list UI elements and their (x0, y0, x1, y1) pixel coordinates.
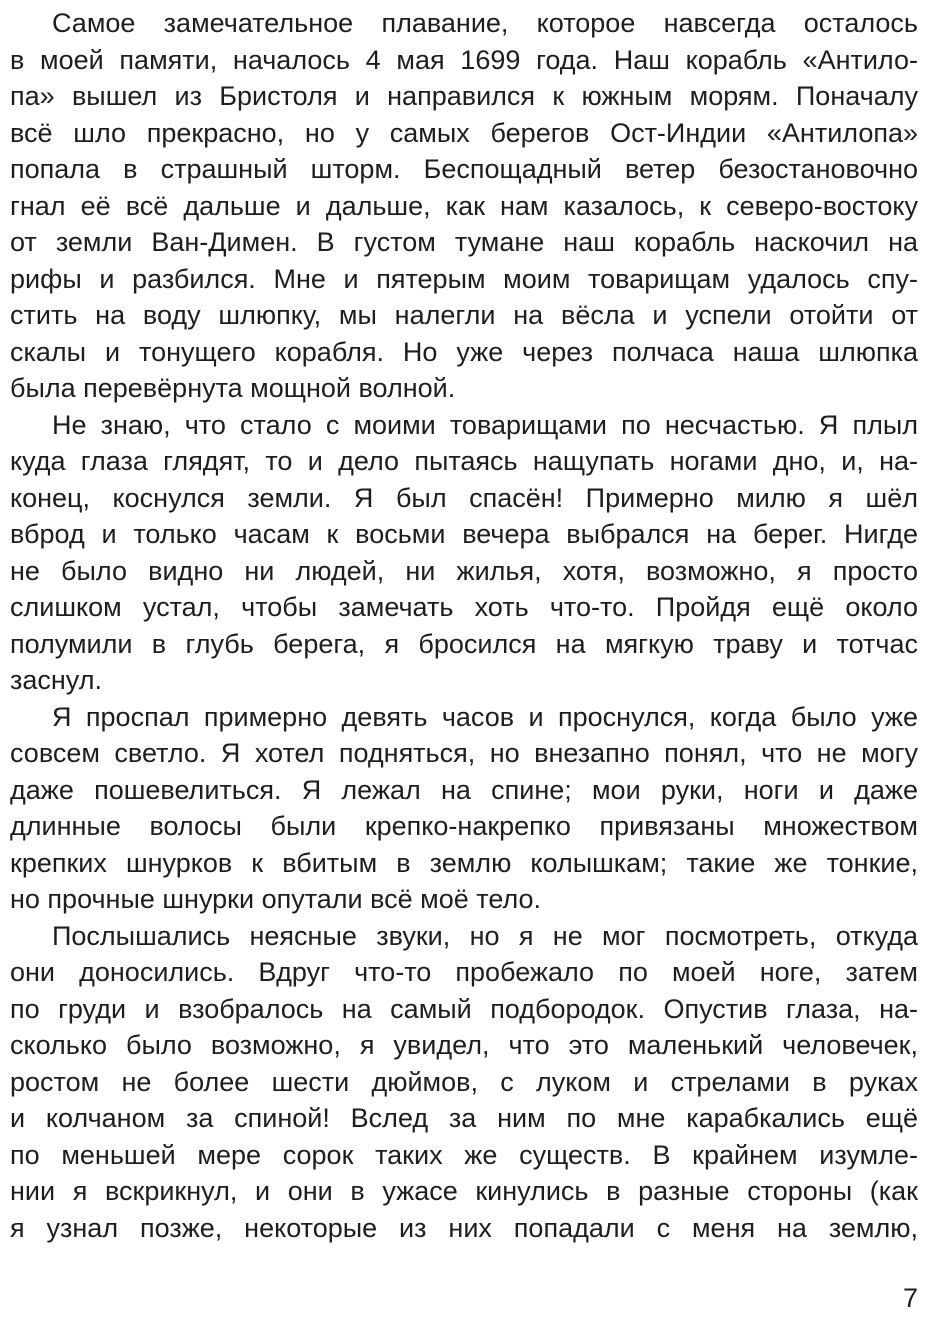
text-line: крепких шнурков к вбитым в землю колышкам; такие же тонкие, (10, 847, 918, 878)
text-line: гнал её всё дальше и дальше, как нам казалось, к северо-востоку (10, 190, 918, 221)
text-line: но прочные шнурки опутали всё моё тело. (10, 884, 542, 914)
text-line: рифы и разбился. Мне и пятерым моим товарищам удалось спу- (10, 263, 918, 294)
text-line: от земли Ван-Димен. В густом тумане наш корабль наскочил на (10, 227, 918, 257)
text-line: не было видно ни людей, ни жилья, хотя, возможно, я просто (10, 555, 918, 586)
text-line: слишком устал, чтобы замечать хоть что-то. Пройдя ещё около (10, 592, 918, 622)
paragraph-4 (10, 918, 918, 1247)
text-line: попала в страшный шторм. Беспощадный ветер безостановочно (10, 154, 918, 184)
text-line: сколько было возможно, я увидел, что это маленький человечек, (10, 1030, 918, 1060)
page-body (10, 5, 918, 1246)
text-line: всё шло прекрасно, но у самых берегов Ост-Индии «Антилопа» (10, 117, 918, 148)
text-line: полумили в глубь берега, я бросился на мягкую траву и тотчас (10, 628, 918, 659)
text-line: по меньшей мере сорок таких же существ. В крайнем изумле- (10, 1139, 918, 1170)
page-number: 7 (902, 1283, 918, 1313)
text-line: Я проспал примерно девять часов и проснулся, когда было уже (52, 701, 918, 732)
text-line: куда глаза глядят, то и дело пытаясь нащупать ногами дно, и, на- (10, 446, 918, 476)
text-line: по груди и взобралось на самый подбородок. Опустив глаза, на- (10, 993, 918, 1024)
text-line: они доносились. Вдруг что-то пробежало по моей ноге, затем (10, 957, 918, 987)
text-line: длинные волосы были крепко-накрепко привязаны множеством (10, 811, 918, 841)
text-line: нии я вскрикнул, и они в ужасе кинулись в разные стороны (как (10, 1176, 918, 1206)
text-line: па» вышел из Бристоля и направился к южным морям. Поначалу (10, 81, 918, 111)
text-line: Не знаю, что стало с моими товарищами по несчастью. Я плыл (52, 409, 918, 440)
paragraph-2 (10, 407, 918, 699)
text-line: Самое замечательное плавание, которое навсегда осталось (52, 8, 918, 38)
text-line: и колчаном за спиной! Вслед за ним по мне карабкались ещё (10, 1103, 918, 1133)
text-line: ростом не более шести дюймов, с луком и стрелами в руках (10, 1066, 918, 1097)
text-line: была перевёрнута мощной волной. (10, 373, 456, 403)
text-line: стить на воду шлюпку, мы налегли на вёсла и успели отойти от (10, 300, 918, 330)
text-line: даже пошевелиться. Я лежал на спине; мои руки, ноги и даже (10, 774, 918, 805)
text-line: совсем светло. Я хотел подняться, но внезапно понял, что не могу (10, 738, 918, 768)
text-line: я узнал позже, некоторые из них попадали с меня на землю, (10, 1212, 918, 1243)
text-line: конец, коснулся земли. Я был спасён! Примерно милю я шёл (10, 482, 918, 513)
text-line: Послышались неясные звуки, но я не мог посмотреть, откуда (52, 920, 918, 951)
paragraph-1 (10, 5, 918, 407)
text-line: в моей памяти, началось 4 мая 1699 года. Наш корабль «Антило- (10, 44, 918, 75)
text-line: вброд и только часам к восьми вечера выбрался на берег. Нигде (10, 519, 918, 549)
paragraph-3 (10, 699, 918, 918)
text-line: скалы и тонущего корабля. Но уже через полчаса наша шлюпка (10, 336, 918, 367)
text-line: заснул. (10, 665, 102, 695)
